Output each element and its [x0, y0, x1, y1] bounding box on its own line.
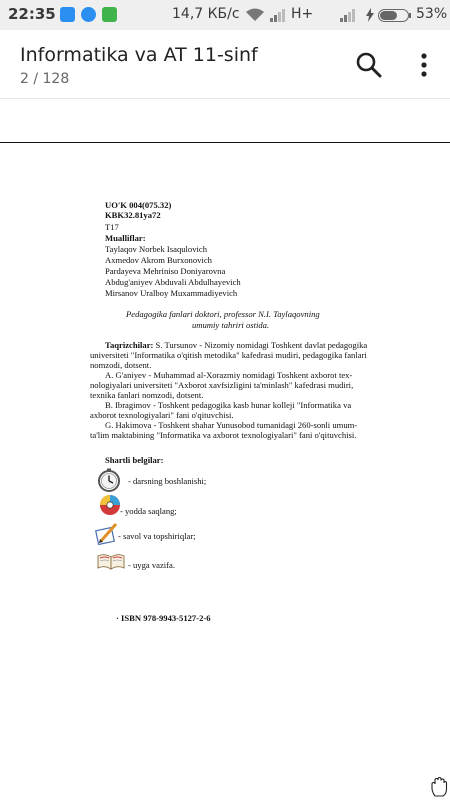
- kbk-code: KBK32.81ya72: [105, 210, 161, 220]
- editor-note-line-1: Pedagogika fanlari doktori, professor N.I. Taylaqovning: [126, 309, 320, 319]
- symbols-heading: Shartli belgilar:: [105, 455, 164, 465]
- isbn-line: · ISBN 978-9943-5127-2-6: [116, 613, 211, 623]
- reviewer-line: axborot texnologiyalari" fani o'qituvchisi.: [90, 410, 234, 420]
- signal-strength-icon: [270, 8, 286, 22]
- author-line: Mirsanov Uralboy Muxammadiyevich: [105, 288, 238, 298]
- search-icon: [354, 50, 384, 80]
- clock-icon: [97, 468, 121, 492]
- page-indicator: 2 / 128: [20, 71, 70, 87]
- reviewer-line: G. Hakimova - Toshkent shahar Yunusobod tumanidagi 260-sonli umum-: [105, 420, 358, 430]
- udk-code: UO'K 004(075.32): [105, 200, 172, 210]
- disc-icon: [99, 494, 121, 516]
- book-icon: [97, 553, 125, 571]
- symbol-label: - uyga vazifa.: [128, 560, 176, 570]
- reviewer-line: nomzodi, dotsent.: [90, 360, 152, 370]
- hand-gesture-icon[interactable]: [430, 776, 448, 798]
- status-bar: [0, 0, 450, 30]
- app-bar: [0, 30, 450, 98]
- author-line: Taylaqov Norbek Isaqulovich: [105, 244, 208, 254]
- reviewer-line: texnika fanlari nomzodi, dotsent.: [90, 390, 204, 400]
- reviewer-line: universiteti "Informatika o'qitish metodika" kafedrasi mudiri, pedagogika fanlari: [90, 350, 367, 360]
- authors-heading: Mualliflar:: [105, 233, 146, 243]
- editor-note-line-2: umumiy tahriri ostida.: [192, 320, 270, 330]
- symbol-label: - darsning boshlanishi;: [128, 476, 207, 486]
- catalog-code: T17: [105, 222, 119, 232]
- reviewers-first-line: [105, 340, 367, 350]
- shield-notification-icon: [60, 7, 75, 22]
- more-vertical-icon: [414, 50, 434, 80]
- author-line: Abdug'aniyev Abduvali Abdulhayevich: [105, 277, 241, 287]
- wifi-icon: [245, 8, 265, 22]
- author-line: Pardayeva Mehriniso Doniyarovna: [105, 266, 226, 276]
- search-button[interactable]: [354, 50, 384, 80]
- reviewer-text: S. Tursunov - Nizomiy nomidagi Toshkent davlat pedagogika: [153, 340, 368, 350]
- charging-bolt-icon: [366, 8, 374, 22]
- more-options-button[interactable]: [414, 50, 434, 80]
- document-page[interactable]: [0, 143, 450, 800]
- reviewer-line: A. G'aniyev - Muhammad al-Xorazmiy nomidagi Toshkent axborot tex-: [105, 370, 353, 380]
- status-time: 22:35: [8, 5, 56, 23]
- pencil-icon: [95, 521, 119, 545]
- reviewers-label: Taqrizchilar:: [105, 340, 154, 350]
- sync-notification-icon: [81, 7, 96, 22]
- battery-icon: [378, 9, 412, 22]
- document-title: Informatika va AT 11-sinf: [20, 44, 258, 66]
- network-type-label: H+: [291, 6, 314, 22]
- app-bar-divider: [0, 98, 450, 99]
- author-line: Axmedov Akrom Burxonovich: [105, 255, 212, 265]
- signal-strength-icon-2: [340, 8, 356, 22]
- symbol-label: - savol va topshiriqlar;: [118, 531, 196, 541]
- android-notification-icon: [102, 7, 117, 22]
- battery-percent: 53%: [416, 6, 448, 22]
- reviewer-line: nologiyalari universiteti "Axborot xavfsizligini ta'minlash" kafedrasi mudiri,: [90, 380, 354, 390]
- symbol-label: - yodda saqlang;: [120, 506, 177, 516]
- network-speed: 14,7 КБ/с: [172, 6, 240, 22]
- reviewer-line: B. Ibragimov - Toshkent pedagogika kasb hunar kolleji "Informatika va: [105, 400, 352, 410]
- reviewer-line: ta'lim maktabining "Informatika va axborot texnologiyalari" fani o'qituvchisi.: [90, 430, 357, 440]
